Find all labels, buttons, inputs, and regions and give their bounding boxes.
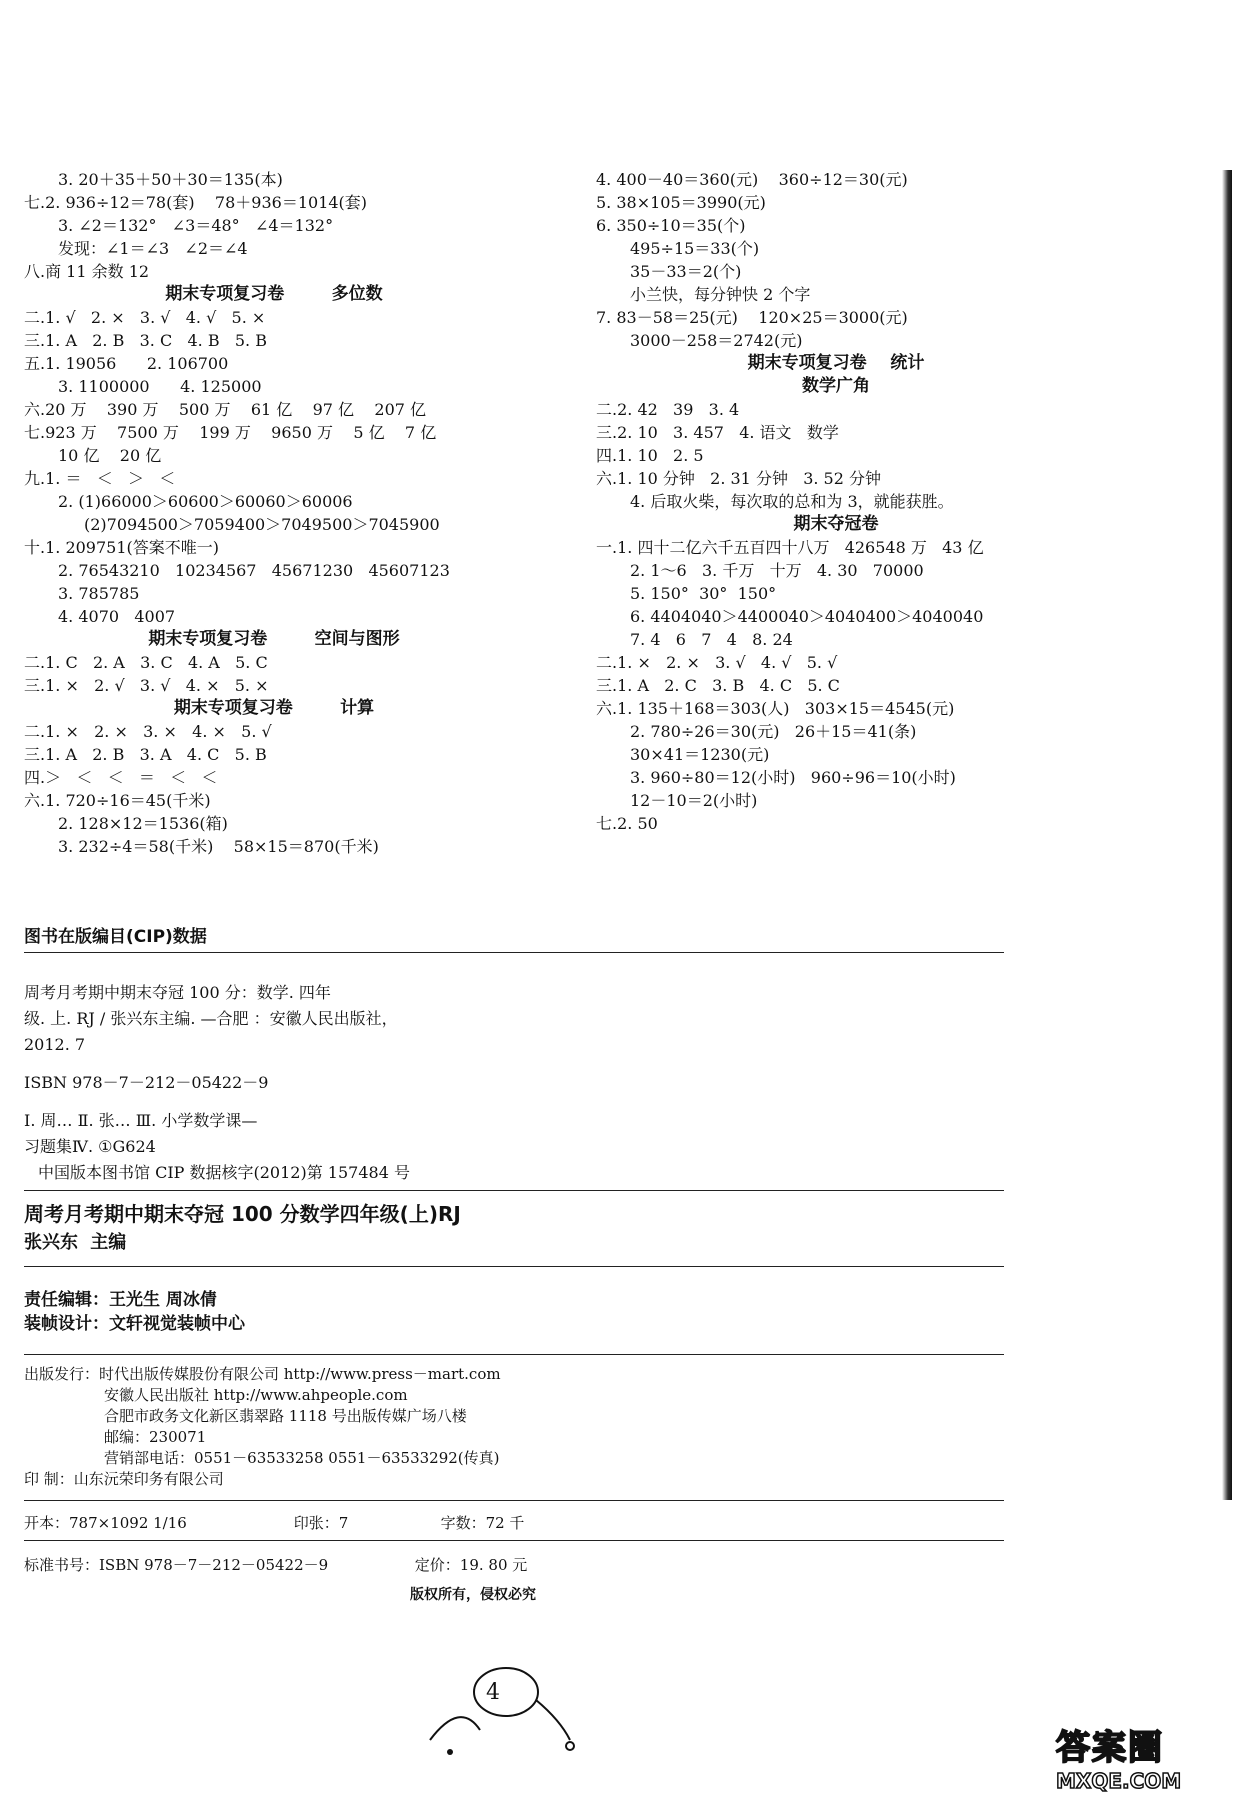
- section-heading: 期末专项复习卷 空间与图形: [148, 629, 400, 649]
- answer-line: 10 亿 20 亿: [58, 446, 162, 465]
- answer-line: 2. 780÷26＝30(元) 26＋15＝41(条): [630, 722, 917, 741]
- answer-line: 3. 20＋35＋50＋30＝135(本): [58, 170, 283, 189]
- answer-line: 4. 后取火柴，每次取的总和为 3，就能获胜。: [630, 492, 954, 511]
- answer-line: 六.1. 720÷16＝45(千米): [24, 791, 211, 810]
- answer-line: 2. (1)66000＞60600＞60060＞60006: [58, 492, 353, 511]
- answer-line: (2)7094500＞7059400＞7049500＞7045900: [84, 515, 440, 534]
- responsible-editor: 责任编辑：王光生 周冰倩: [24, 1290, 217, 1310]
- answer-line: 六.1. 10 分钟 2. 31 分钟 3. 52 分钟: [596, 469, 881, 488]
- answer-line: 495÷15＝33(个): [630, 239, 760, 258]
- answer-line: 三.1. × 2. √ 3. √ 4. × 5. ×: [24, 676, 269, 695]
- answer-line: 二.1. √ 2. × 3. √ 4. √ 5. ×: [24, 308, 266, 327]
- publisher-line: 出版发行：时代出版传媒股份有限公司 http://www.press－mart.com: [24, 1365, 501, 1383]
- answer-line: 三.1. A 2. B 3. C 4. B 5. B: [24, 331, 267, 350]
- staff-block: [24, 1288, 245, 1336]
- answer-line: 二.1. × 2. × 3. × 4. × 5. √: [24, 722, 272, 741]
- page-number-logo: [420, 1660, 600, 1770]
- cip-classification: Ⅰ. 周… Ⅱ. 张… Ⅲ. 小学数学课—: [24, 1111, 258, 1130]
- book-editor: 张兴东 主编: [24, 1232, 127, 1253]
- answer-line: 三.1. A 2. B 3. A 4. C 5. B: [24, 745, 267, 764]
- answer-line: 3. 960÷80＝12(小时) 960÷96＝10(小时): [630, 768, 956, 787]
- answers-right-column: [596, 168, 1156, 835]
- answer-line: 35－33＝2(个): [630, 262, 742, 281]
- cip-isbn: ISBN 978－7－212－05422－9: [24, 1073, 269, 1092]
- section-heading: 数学广角: [802, 376, 870, 396]
- watermark: [1056, 1720, 1236, 1794]
- answer-line: 五.1. 19056 2. 106700: [24, 354, 229, 373]
- watermark-logo: 答案圈: [1056, 1728, 1164, 1768]
- answer-line: 四.1. 10 2. 5: [596, 446, 704, 465]
- divider: [24, 1540, 1004, 1541]
- answer-line: 7. 83－58＝25(元) 120×25＝3000(元): [596, 308, 908, 327]
- answer-line: 七.923 万 7500 万 199 万 9650 万 5 亿 7 亿: [24, 423, 437, 442]
- answer-line: 2. 1～6 3. 千万 十万 4. 30 70000: [630, 561, 924, 580]
- answer-line: 八.商 11 余数 12: [24, 262, 150, 281]
- book-title: 周考月考期中期末夺冠 100 分数学四年级(上)RJ: [24, 1202, 461, 1226]
- publisher-phone: 营销部电话：0551－63533258 0551－63533292(传真): [104, 1449, 500, 1467]
- cip-record: 中国版本图书馆 CIP 数据核字(2012)第 157484 号: [38, 1163, 410, 1182]
- page-number: 4: [486, 1680, 500, 1705]
- answer-line: 十.1. 209751(答案不唯一): [24, 538, 220, 557]
- cip-line: 级. 上. RJ / 张兴东主编. —合肥 ：安徽人民出版社，: [24, 1009, 398, 1028]
- answer-line: 6. 350÷10＝35(个): [596, 216, 746, 235]
- watermark-url: MXQE.COM: [1056, 1769, 1182, 1793]
- answer-line: 二.2. 42 39 3. 4: [596, 400, 740, 419]
- answer-line: 6. 4404040＞4400040＞4040400＞4040040: [630, 607, 984, 626]
- format-spec: 开本：787×1092 1/16: [24, 1514, 187, 1532]
- divider: [24, 1354, 1004, 1355]
- divider: [24, 952, 1004, 953]
- answer-line: 4. 4070 4007: [58, 607, 176, 626]
- publisher-postcode: 邮编：230071: [104, 1428, 207, 1446]
- sheets-spec: 印张：7: [293, 1514, 349, 1532]
- cip-line: 2012. 7: [24, 1035, 86, 1054]
- answer-line: 4. 400－40＝360(元) 360÷12＝30(元): [596, 170, 908, 189]
- answer-line: 小兰快，每分钟快 2 个字: [630, 285, 811, 304]
- words-spec: 字数：72 千: [440, 1514, 525, 1532]
- specs-line: [24, 1512, 524, 1533]
- section-heading: 期末夺冠卷: [793, 514, 879, 534]
- cip-classification: 习题集Ⅳ. ①G624: [24, 1137, 156, 1156]
- divider: [24, 1500, 1004, 1501]
- answer-line: 30×41＝1230(元): [630, 745, 770, 764]
- answer-line: 四.＞ ＜ ＜ ＝ ＜ ＜: [24, 768, 218, 787]
- publisher-address: 合肥市政务文化新区翡翠路 1118 号出版传媒广场八楼: [104, 1407, 467, 1425]
- answer-line: 7. 4 6 7 4 8. 24: [630, 630, 793, 649]
- printer: 印 制：山东沅荣印务有限公司: [24, 1470, 224, 1488]
- answer-line: 三.1. A 2. C 3. B 4. C 5. C: [596, 676, 840, 695]
- answer-line: 七.2. 936÷12＝78(套) 78＋936＝1014(套): [24, 193, 368, 212]
- cip-block: [24, 980, 624, 1186]
- answer-line: 2. 128×12＝1536(箱): [58, 814, 228, 833]
- section-heading: 期末专项复习卷 计算: [173, 698, 375, 718]
- answer-line: 二.1. × 2. × 3. √ 4. √ 5. √: [596, 653, 838, 672]
- divider: [24, 1266, 1004, 1267]
- answer-line: 六.20 万 390 万 500 万 61 亿 97 亿 207 亿: [24, 400, 427, 419]
- answer-line: 3000－258＝2742(元): [630, 331, 803, 350]
- section-heading: 期末专项复习卷 统计: [747, 353, 925, 373]
- answer-line: 二.1. C 2. A 3. C 4. A 5. C: [24, 653, 268, 672]
- answer-line: 3. 785785: [58, 584, 140, 603]
- price: 定价：19. 80 元: [414, 1556, 528, 1574]
- rights-notice: 版权所有，侵权必究: [410, 1587, 536, 1603]
- divider: [24, 1190, 1004, 1191]
- answer-line: 发现：∠1＝∠3 ∠2＝∠4: [58, 239, 248, 258]
- cip-line: 周考月考期中期末夺冠 100 分：数学. 四年: [24, 983, 331, 1002]
- answer-line: 三.2. 10 3. 457 4. 语文 数学: [596, 423, 839, 442]
- answer-line: 5. 38×105＝3990(元): [596, 193, 766, 212]
- answers-left-column: [24, 168, 584, 858]
- answer-line: 九.1. ＝ ＜ ＞ ＜: [24, 469, 176, 488]
- cover-design: 装帧设计：文轩视觉装帧中心: [24, 1314, 245, 1334]
- cip-title: 图书在版编目(CIP)数据: [24, 927, 207, 947]
- scan-edge: [1222, 170, 1232, 1500]
- answer-line: 5. 150° 30° 150°: [630, 584, 777, 603]
- answer-line: 六.1. 135＋168＝303(人) 303×15＝4545(元): [596, 699, 955, 718]
- answer-line: 3. 1100000 4. 125000: [58, 377, 262, 396]
- section-heading: 期末专项复习卷 多位数: [165, 284, 383, 304]
- answer-line: 一.1. 四十二亿六千五百四十八万 426548 万 43 亿: [596, 538, 984, 557]
- answer-line: 12－10＝2(小时): [630, 791, 758, 810]
- answer-line: 3. ∠2＝132° ∠3＝48° ∠4＝132°: [58, 216, 334, 235]
- answer-line: 2. 76543210 10234567 45671230 45607123: [58, 561, 450, 580]
- answer-line: 七.2. 50: [596, 814, 658, 833]
- publisher-block: [24, 1364, 501, 1490]
- isbn-line: [24, 1554, 527, 1575]
- publisher-line: 安徽人民出版社 http://www.ahpeople.com: [104, 1386, 408, 1404]
- isbn-number: 标准书号：ISBN 978－7－212－05422－9: [24, 1556, 329, 1574]
- answer-line: 3. 232÷4＝58(千米) 58×15＝870(千米): [58, 837, 379, 856]
